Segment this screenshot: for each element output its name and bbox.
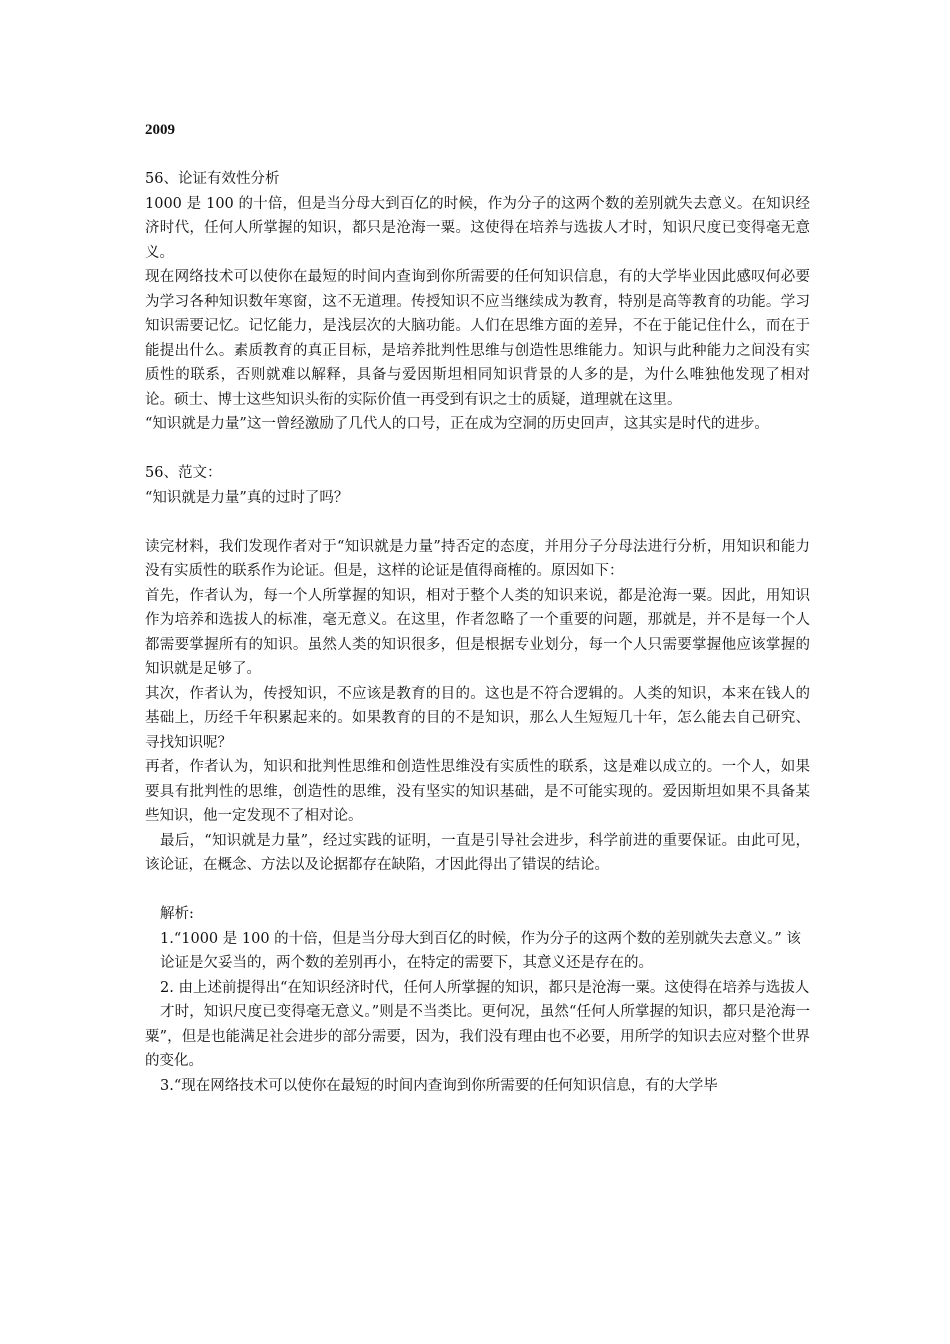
document-body	[145, 118, 810, 1098]
essay-paragraph-3: 其次，作者认为，传授知识，不应该是教育的目的。这也是不符合逻辑的。人类的知识，本来在钱人的基础上，历经千年积累起来的。如果教育的目的不是知识，那么人生短短几十年，怎么能去自己研究、寻找知识呢？	[145, 685, 810, 751]
essay-paragraph-5: 最后，“知识就是力量”，经过实践的证明，一直是引导社会进步，科学前进的重要保证。由此可见，该论证，在概念、方法以及论据都存在缺陷，才因此得出了错误的结论。	[145, 832, 810, 873]
section1-paragraph-1: 1000 是 100 的十倍，但是当分母大到百亿的时候，作为分子的这两个数的差别就失去意义。在知识经济时代，任何人所掌握的知识，都只是沧海一粟。这使得在培养与选拔人才时，知识尺度已变得毫无意义。	[145, 195, 810, 261]
essay-title: “知识就是力量”真的过时了吗？	[145, 489, 349, 506]
spacer	[145, 878, 810, 903]
spacer	[145, 510, 810, 535]
analysis-line-1: 1.“1000 是 100 的十倍，但是当分母大到百亿的时候，作为分子的这两个数的差别就失去意义。” 该	[160, 930, 801, 947]
analysis-line-4: 才时，知识尺度已变得毫无意义。”则是不当类比。更何况，虽然“任何人所掌握的知识，都只是沧海一粟”，但是也能满足社会进步的部分需要，因为，我们没有理由也不必要，用所学的知识去应对整个世界的变化。	[145, 1004, 810, 1069]
analysis-line-5: 3.“现在网络技术可以使你在最短的时间内查询到你所需要的任何知识信息，有的大学毕	[160, 1077, 718, 1094]
analysis-heading: 解析:	[160, 906, 194, 922]
spacer	[145, 437, 810, 462]
section1-paragraph-2: 现在网络技术可以使你在最短的时间内查询到你所需要的任何知识信息，有的大学毕业因此感叹何必要为学习各种知识数年寒窗，这不无道理。传授知识不应当继续成为教育，特别是高等教育的功能。学习知识需要记忆。记忆能力，是浅层次的大脑功能。人们在思维方面的差异，不在于能记住什么，而在于能提出什么。素质教育的真正目标，是培养批判性思维与创造性思维能力。知识与此种能力之间没有实质性的联系，否则就难以解释，具备与爱因斯坦相同知识背景的人多的是，为什么唯独他发现了相对论。硕士、博士这些知识头衔的实际价值一再受到有识之士的质疑，道理就在这里。	[145, 269, 810, 408]
section1-paragraph-3: “知识就是力量”这一曾经激励了几代人的口号，正在成为空洞的历史回声，这其实是时代的进步。	[145, 416, 769, 432]
essay-paragraph-1: 读完材料，我们发现作者对于“知识就是力量”持否定的态度，并用分子分母法进行分析，用知识和能力没有实质性的联系作为论证。但是，这样的论证是值得商榷的。原因如下：	[145, 538, 810, 579]
section2-heading: 56、范文：	[145, 465, 222, 481]
analysis-line-2: 论证是欠妥当的，两个数的差别再小，在特定的需要下，其意义还是存在的。	[160, 955, 653, 971]
section1-heading: 56、论证有效性分析	[145, 171, 280, 187]
year-heading: 2009	[145, 122, 175, 138]
essay-paragraph-4: 再者，作者认为，知识和批判性思维和创造性思维没有实质性的联系，这是难以成立的。一个人，如果要具有批判性的思维，创造性的思维，没有坚实的知识基础，是不可能实现的。爱因斯坦如果不具备某些知识，他一定发现不了相对论。	[145, 759, 810, 824]
analysis-line-3: 2. 由上述前提得出“在知识经济时代，任何人所掌握的知识，都只是沧海一粟。这使得在培养与选拔人	[160, 979, 810, 996]
essay-paragraph-2: 首先，作者认为，每一个人所掌握的知识，相对于整个人类的知识来说，都是沧海一粟。因此，用知识作为培养和选拔人的标准，毫无意义。在这里，作者忽略了一个重要的问题，那就是，并不是每一个人都需要掌握所有的知识。虽然人类的知识很多，但是根据专业划分，每一个人只需要掌握他应该掌握的知识就是足够了。	[145, 587, 810, 677]
